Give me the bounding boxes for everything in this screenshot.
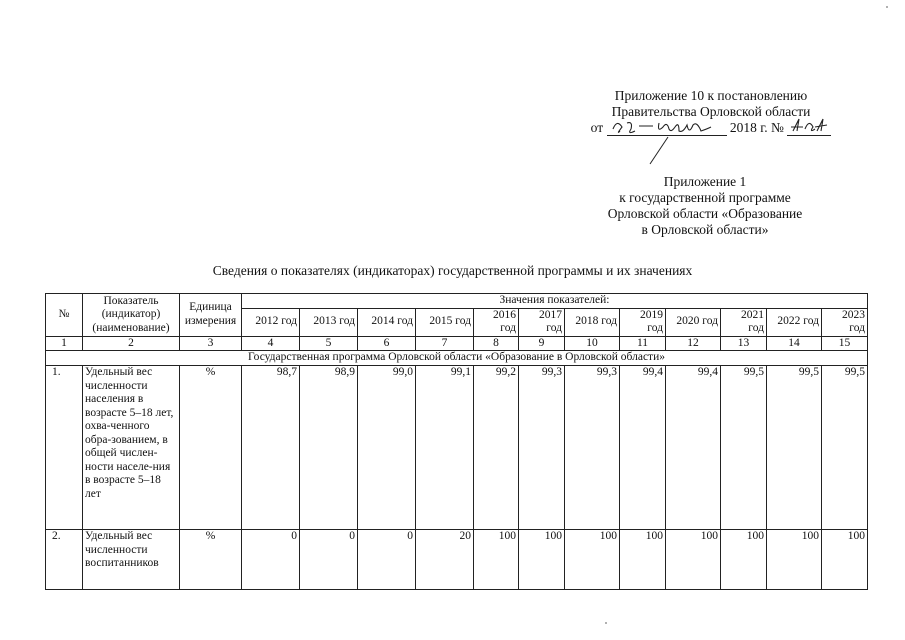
row-index: 1. xyxy=(46,366,83,530)
row-value: 100 xyxy=(565,530,620,590)
row-value: 98,7 xyxy=(242,366,300,530)
column-number: 9 xyxy=(519,336,565,351)
scan-speck xyxy=(886,6,888,8)
row-value: 100 xyxy=(519,530,565,590)
year-header: 2021 год xyxy=(721,308,767,336)
column-number: 6 xyxy=(358,336,416,351)
row-value: 0 xyxy=(358,530,416,590)
row-value: 99,4 xyxy=(666,366,721,530)
column-number: 14 xyxy=(767,336,822,351)
column-number: 1 xyxy=(46,336,83,351)
appendix-10-line-1: Приложение 10 к постановлению xyxy=(614,88,808,103)
column-number: 11 xyxy=(620,336,666,351)
header-unit: Единица измерения xyxy=(180,294,242,337)
handwritten-date-scribble-icon xyxy=(607,117,727,137)
row-value: 100 xyxy=(620,530,666,590)
header-values: Значения показателей: xyxy=(242,294,868,309)
row-value: 100 xyxy=(767,530,822,590)
date-prefix: от xyxy=(590,120,604,135)
row-value: 99,3 xyxy=(565,366,620,530)
year-header: 2022 год xyxy=(767,308,822,336)
row-index: 2. xyxy=(46,530,83,590)
row-value: 100 xyxy=(474,530,519,590)
column-number: 13 xyxy=(721,336,767,351)
row-unit: % xyxy=(180,530,242,590)
handwritten-date xyxy=(607,121,727,136)
year-header: 2019 год xyxy=(620,308,666,336)
year-header: 2017 год xyxy=(519,308,565,336)
column-number: 2 xyxy=(83,336,180,351)
row-value: 99,1 xyxy=(416,366,474,530)
column-number-row xyxy=(46,336,868,351)
year-header: 2020 год xyxy=(666,308,721,336)
column-number: 3 xyxy=(180,336,242,351)
header-num: № xyxy=(46,294,83,337)
document-title: Сведения о показателях (индикаторах) государственной программы и их значениях xyxy=(212,263,693,278)
year-header: 2016 год xyxy=(474,308,519,336)
column-number: 7 xyxy=(416,336,474,351)
column-number: 12 xyxy=(666,336,721,351)
appendix-1-line-4: в Орловской области» xyxy=(641,222,769,237)
row-indicator-name: Удельный вес численности населения в возрасте 5–18 лет, охва-ченного обра-зованием, в общей числен-ности населе-ния в возрасте 5–18 лет xyxy=(83,366,180,530)
handwritten-number-scribble-icon xyxy=(787,117,831,137)
column-number: 15 xyxy=(822,336,868,351)
column-number: 10 xyxy=(565,336,620,351)
appendix-1-line-2: к государственной программе xyxy=(619,190,791,205)
appendix-1-line-3: Орловской области «Образование xyxy=(607,206,803,221)
row-value: 100 xyxy=(666,530,721,590)
row-value: 0 xyxy=(242,530,300,590)
indicators-table xyxy=(45,293,868,590)
table-row xyxy=(46,366,868,530)
row-value: 99,0 xyxy=(358,366,416,530)
year-header: 2014 год xyxy=(358,308,416,336)
row-value: 100 xyxy=(822,530,868,590)
appendix-10-header xyxy=(566,88,856,136)
year-header: 2013 год xyxy=(300,308,358,336)
year-header: 2012 год xyxy=(242,308,300,336)
signature-stroke-icon xyxy=(642,136,672,166)
handwritten-number xyxy=(787,121,831,136)
row-value: 0 xyxy=(300,530,358,590)
section-title: Государственная программа Орловской области «Образование в Орловской области» xyxy=(46,351,868,366)
year-header: 2018 год xyxy=(565,308,620,336)
row-value: 99,5 xyxy=(767,366,822,530)
scan-speck xyxy=(605,622,607,624)
row-indicator-name: Удельный вес численности воспитанников xyxy=(83,530,180,590)
row-value: 99,5 xyxy=(721,366,767,530)
year-header: 2023 год xyxy=(822,308,868,336)
row-value: 20 xyxy=(416,530,474,590)
header-indicator: Показатель (индикатор) (наименование) xyxy=(83,294,180,337)
row-value: 99,5 xyxy=(822,366,868,530)
column-number: 5 xyxy=(300,336,358,351)
year-header: 2015 год xyxy=(416,308,474,336)
row-value: 99,2 xyxy=(474,366,519,530)
section-row xyxy=(46,351,868,366)
row-value: 98,9 xyxy=(300,366,358,530)
appendix-10-date-line xyxy=(566,120,856,136)
row-unit: % xyxy=(180,366,242,530)
appendix-10-line-2: Правительства Орловской области xyxy=(611,104,811,119)
appendix-1-line-1: Приложение 1 xyxy=(663,174,747,189)
column-number: 8 xyxy=(474,336,519,351)
table-row xyxy=(46,530,868,590)
date-year: 2018 г. № xyxy=(729,120,784,135)
appendix-1-header xyxy=(580,174,830,238)
row-value: 99,3 xyxy=(519,366,565,530)
column-number: 4 xyxy=(242,336,300,351)
row-value: 100 xyxy=(721,530,767,590)
row-value: 99,4 xyxy=(620,366,666,530)
